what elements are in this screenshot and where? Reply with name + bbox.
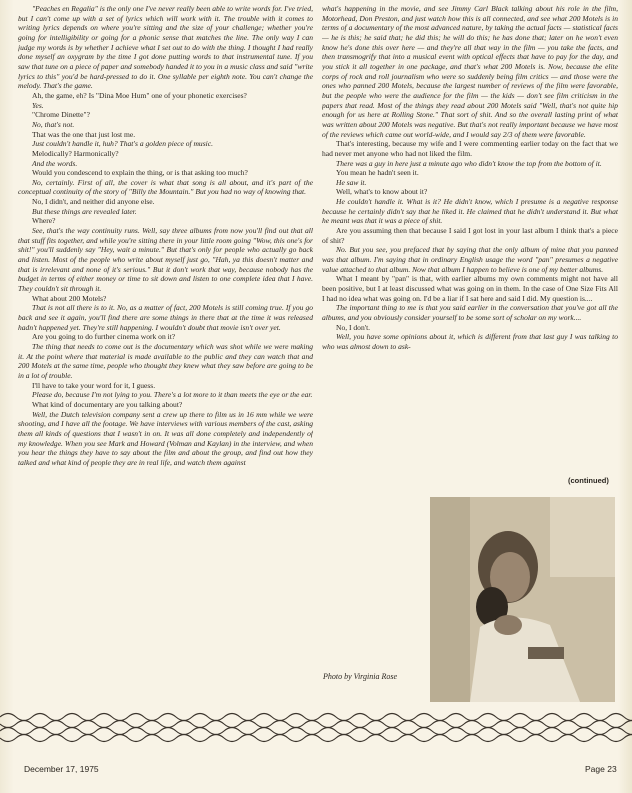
paragraph: Please do, because I'm not lying to you. There's a lot more to it than meets the eye or the ear. bbox=[32, 390, 313, 400]
left-text-column bbox=[18, 4, 313, 712]
paragraph: That's interesting, because my wife and I were commenting earlier today on the fact that we had never met anyone who had not liked the film. bbox=[322, 139, 618, 158]
paragraph: He saw it. bbox=[336, 177, 367, 187]
paragraph: What about 200 Motels? bbox=[32, 293, 107, 303]
paragraph: No, certainly. First of all, the cover is what that song is all about, and it's part of the conceptual continuity of the story of "Billy the Mountain." But you had no way of knowing that. bbox=[18, 177, 313, 197]
paragraph: No, that's not. bbox=[32, 119, 75, 129]
continued-label: (continued) bbox=[568, 476, 609, 485]
right-text-column bbox=[322, 4, 618, 458]
paragraph: The thing that needs to come out is the documentary which was shot while we were making it. At the point where that material is made available to the public and they can watch that and 200 Motels at the same time, people who thought they knew what they saw before are going to be in a lot of trouble. bbox=[18, 341, 313, 380]
paragraph: Well, what's to know about it? bbox=[336, 187, 428, 197]
paragraph: "Peaches en Regalia" is the only one I've never really been able to write words for. I've tried, but I can't come up with a set of lyrics which will work with it. The trouble with it comes to writing lyrics depends on where you're sitting and the size of your challenge; whether you're going for intelligibility or going for a phonic sense that matches the line. The only way I can judge my words is by whether I achieve what I set out to do with the thing. I thought I had really done myself an oxygram by the time I got done putting words to that instrumental tune. If you saw that tune on a piece of paper and somebody handed it to you in a music class and said "write lyrics to this" you'd be hard-pressed to do it. One syllable per eighth note. You can't change the melody. That's the game. bbox=[18, 4, 313, 91]
footer-date: December 17, 1975 bbox=[24, 764, 99, 774]
page-number: Page 23 bbox=[585, 764, 617, 774]
paragraph: No, I didn't, and neither did anyone else. bbox=[32, 197, 155, 207]
paragraph: Are you assuming then that because I said I got lost in your last album I think that's a piece of shit? bbox=[322, 226, 618, 245]
paragraph: There was a guy in here just a minute ago who didn't know the top from the bottom of it. bbox=[336, 158, 602, 168]
paragraph: No, I don't. bbox=[336, 322, 371, 332]
paragraph: Melodically? Harmonically? bbox=[32, 148, 119, 158]
paragraph: And the words. bbox=[32, 158, 78, 168]
paragraph: Would you condescend to explain the thing, or is that asking too much? bbox=[32, 168, 248, 178]
paragraph: "Chrome Dinette"? bbox=[32, 110, 90, 120]
paragraph: No. But you see, you prefaced that by saying that the only album of mine that you panned was that album. I'm saying that in ordinary English usage the word "pan" presumes a negative value attached to that album. Now that album I happen to believe is one of my better albums. bbox=[322, 245, 618, 274]
paragraph: Ah, the game, eh? Is "Dina Moe Hum" one of your phonetic exercises? bbox=[32, 90, 247, 100]
paragraph: See, that's the way continuity runs. Well, say three albums from now you'll find out that all that stuff fits together, and while you're sitting there in your little room going "Wow, this one's for shit!" you'll suddenly say "Hey, wait a minute." But that's only for people who actually go back and listen. Most of the people who write about myself just go, "Hah, ya this doesn't matter and that is irrelevant and none of it's serious." But it don't work that way, because nobody has the budget in terms of either money or time to sit down and listen to one complete idea that I have. They couldn't sit through it. bbox=[18, 226, 313, 294]
paragraph: That is not all there is to it. No, as a matter of fact, 200 Motels is still coming true. If you go back and see it again, you'll find there are some things in there that at the time it was released hadn't happened yet. They're still happening. I wouldn't doubt that movie isn't over yet. bbox=[18, 303, 313, 332]
paragraph: I'll have to take your word for it, I guess. bbox=[32, 380, 156, 390]
paragraph: But these things are revealed later. bbox=[32, 206, 137, 216]
photo bbox=[430, 497, 615, 702]
paragraph: what's happening in the movie, and see Jimmy Carl Black talking about his role in the film, Motorhead, Don Preston, and just watch how this is all connected, and see what 200 Motels is in terms of a documentary of the most advanced nature, by taking the actual facts — statistical facts — he is this; he said that; he did this; he will do this; he has done that; later on he won't even know he's done this over here — and they're all that way in the film — you take the facts, and then transmogrify that into a musical event with optical effects that have to pay for the day, and you stick it all together in one package, and that's what 200 Motels is. Now, because the elite corps of rock and roll journalism who were so suddenly being film critics — and those were the ones who panned 200 Motels, because the largest number of reviews of the film were favorable, but the people who were the audience for the film — the kids — don't see film criticism in the papers that read. Most of the things they read about 200 Motels said "Well, that's not quite hip enough for us here at Rolling Stone." That sort of shit. And so the overall lasting print of what was written about 200 Motels was negative. But that's not really important because we have most of the reviews which came out world-wide, and I would say 2/3 of them were favorable. bbox=[322, 4, 618, 139]
wave-border bbox=[0, 707, 632, 749]
photo-caption: Photo by Virginia Rose bbox=[323, 672, 397, 681]
paragraph: Well, you have some opinions about it, which is different from that last guy I was talking to who was almost down to ask- bbox=[322, 332, 618, 351]
paragraph: You mean he hadn't seen it. bbox=[336, 168, 419, 178]
paragraph: That was the one that just lost me. bbox=[32, 129, 136, 139]
paragraph: What kind of documentary are you talking about? bbox=[32, 399, 183, 409]
paragraph: Where? bbox=[32, 216, 56, 226]
paragraph: Are you going to do further cinema work on it? bbox=[32, 332, 176, 342]
paragraph: Well, the Dutch television company sent a crew up there to film us in 16 mm while we were shooting, and I have all the footage. We have interviews with various members of the cast, asking them all kinds of questions that I wasn't in on. It was all done completely and independently of my knowledge. When you see Mark and Howard (Volman and Kaylan) in the interview, and when you hear the things they have to say about the film and about the group, and find out how they talked and what kind of people they are in real life, and watch them against bbox=[18, 409, 313, 467]
paragraph: Just couldn't handle it, huh? That's a golden piece of music. bbox=[32, 139, 213, 149]
photo-image bbox=[430, 497, 615, 702]
paragraph: He couldn't handle it. What is it? He didn't know, which I presume is a negative response because he certainly didn't say that he liked it. He claimed that he didn't understand it. But what he meant was that it was a piece of shit. bbox=[322, 197, 618, 226]
paragraph: What I meant by "pan" is that, with earlier albums my own comments might not have all been positive, but I at least discussed what was going on in them. In the case of One Size Fits All I had no idea what was going on. I'd be a liar if I sat here and said I did. My question is.... bbox=[322, 274, 618, 303]
paragraph: Yes. bbox=[32, 100, 44, 110]
paragraph: The important thing to me is that you said earlier in the conversation that you've got all the albums, and you obviously consider yourself to be some sort of scholar on my work.... bbox=[322, 303, 618, 322]
